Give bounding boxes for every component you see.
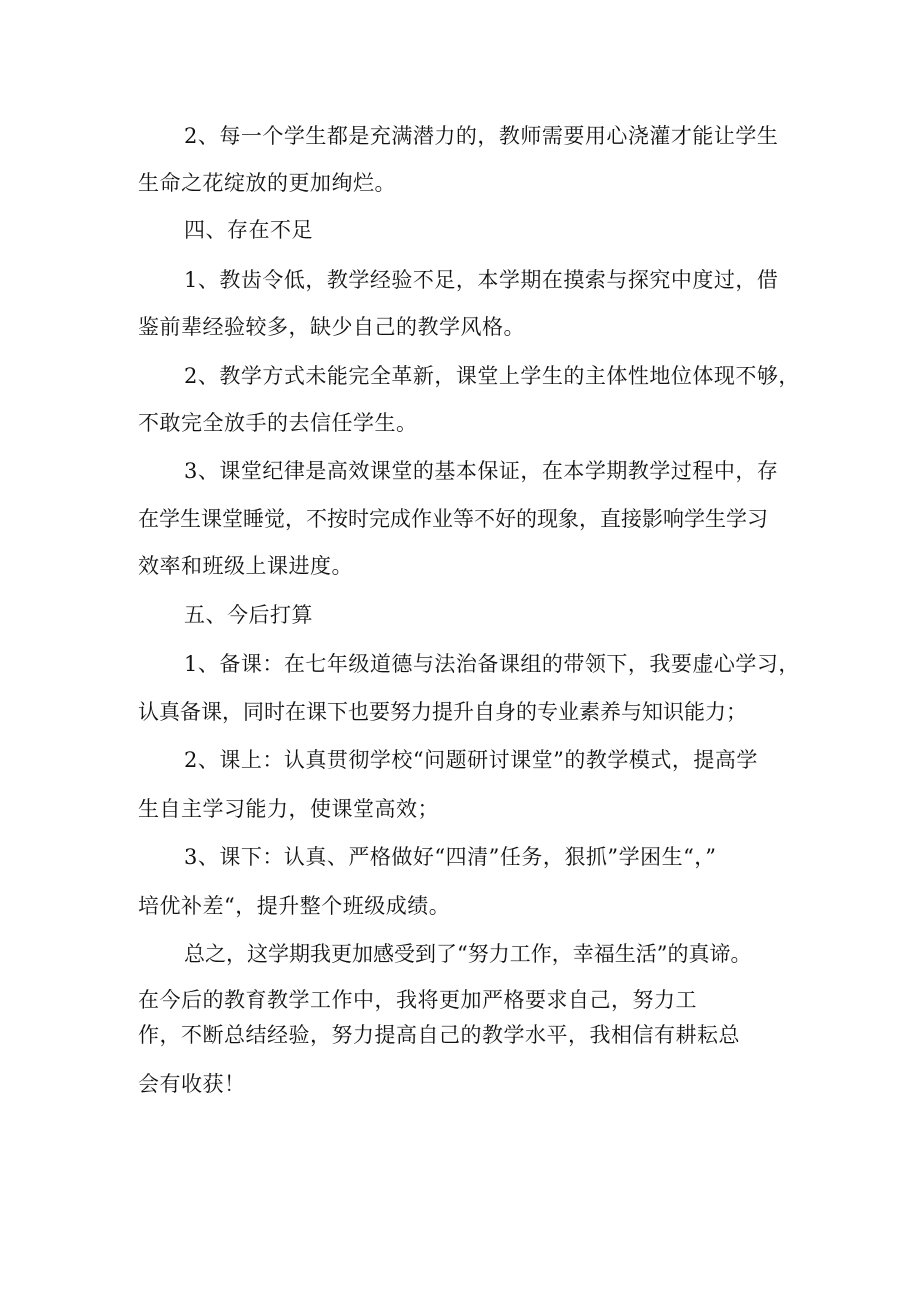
paragraph-line: 培优补差“，提升整个班级成绩。	[138, 894, 451, 918]
paragraph-line: 在今后的教育教学工作中，我将更加严格要求自己，努力工	[138, 988, 697, 1012]
paragraph-line: 会有收获！	[138, 1072, 246, 1096]
paragraph-line: 2、每一个学生都是充满潜力的，教师需要用心浇灌才能让学生	[184, 124, 779, 148]
section-heading-shortcomings: 四、存在不足	[184, 218, 313, 242]
paragraph-line: 1、教齿令低，教学经验不足，本学期在摸索与探究中度过，借	[184, 268, 779, 292]
paragraph-line: 作，不断总结经验，努力提高自己的教学水平，我相信有耕耘总	[138, 1023, 740, 1047]
paragraph-line: 2、教学方式未能完全革新，课堂上学生的主体性地位体现不够，	[184, 364, 800, 388]
paragraph-line: 在学生课堂睡觉，不按时完成作业等不好的现象，直接影响学生学习	[138, 507, 768, 531]
paragraph-line: 鉴前辈经验较多，缺少自己的教学风格。	[138, 315, 525, 339]
paragraph-line: 生命之花绽放的更加绚烂。	[138, 171, 396, 195]
paragraph-line: 效率和班级上课进度。	[138, 554, 353, 578]
paragraph-line: 生自主学习能力，使课堂高效；	[138, 797, 439, 821]
paragraph-line: 3、课下：认真、严格做好“四清”任务，狠抓”学困生“，”	[184, 845, 717, 869]
section-heading-future-plans: 五、今后打算	[184, 603, 313, 627]
paragraph-line: 3、课堂纪律是高效课堂的基本保证，在本学期教学过程中，存	[184, 459, 779, 483]
paragraph-line: 不敢完全放手的去信任学生。	[138, 411, 418, 435]
paragraph-line: 总之，这学期我更加感受到了“努力工作，幸福生活”的真谛。	[184, 942, 752, 966]
paragraph-line: 1、备课：在七年级道德与法治备课组的带领下，我要虚心学习，	[184, 652, 800, 676]
paragraph-line: 2、课上：认真贯彻学校“问题研讨课堂”的教学模式，提高学	[184, 748, 758, 772]
paragraph-line: 认真备课，同时在课下也要努力提升自身的专业素养与知识能力；	[138, 700, 747, 724]
